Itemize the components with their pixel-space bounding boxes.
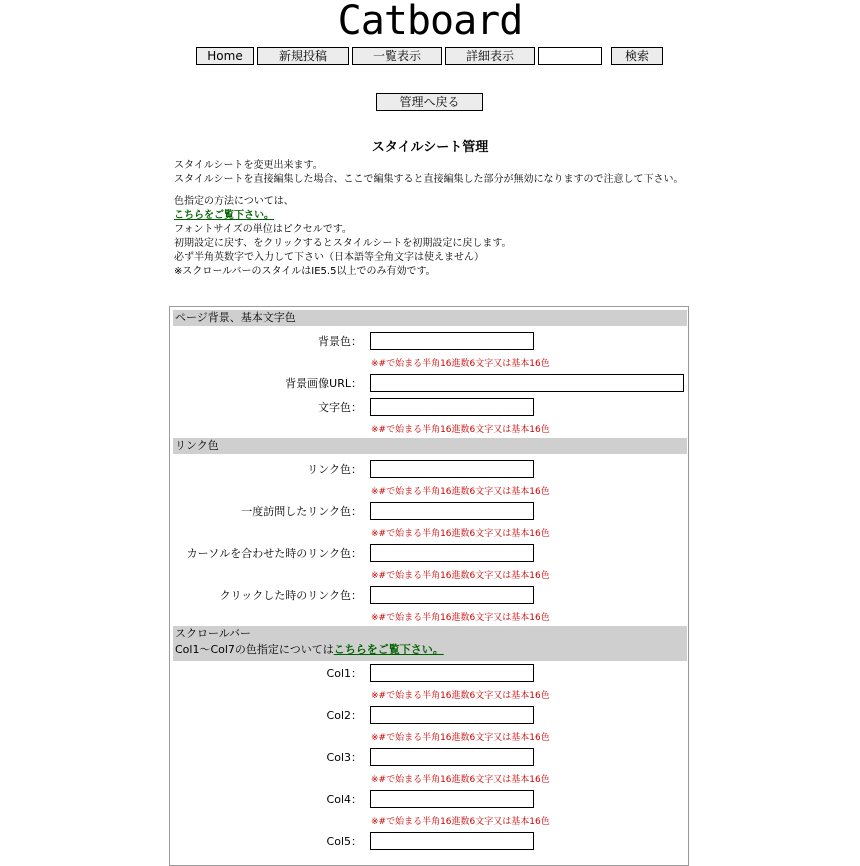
bg-image-url-input[interactable] — [370, 374, 684, 392]
active-link-color-input[interactable] — [370, 586, 534, 604]
field-label: Col2： — [326, 709, 362, 722]
back-to-admin-button[interactable]: 管理へ戻る — [376, 93, 483, 111]
col3-input[interactable] — [370, 748, 534, 766]
section-header-page-bg: ページ背景、基本文字色 — [173, 310, 687, 326]
color-help-link[interactable]: こちらをご覧下さい。 — [174, 210, 274, 221]
home-button[interactable]: Home — [196, 47, 254, 65]
field-label: Col5： — [326, 835, 362, 848]
field-note: ※#で始まる半角16進数6文字又は基本16色 — [371, 487, 550, 497]
intro-text — [174, 159, 684, 279]
field-label: クリックした時のリンク色： — [219, 589, 362, 602]
intro-line: スタイルシートを直接編集した場合、ここで編集すると直接編集した部分が無効になりますので注意して下さい。 — [174, 174, 684, 185]
field-note: ※#で始まる半角16進数6文字又は基本16色 — [371, 425, 550, 435]
visited-link-color-input[interactable] — [370, 502, 534, 520]
intro-line: スタイルシートを変更出来ます。 — [174, 160, 323, 171]
hover-link-color-input[interactable] — [370, 544, 534, 562]
field-note: ※#で始まる半角16進数6文字又は基本16色 — [371, 571, 550, 581]
field-label: 背景画像URL： — [285, 377, 362, 390]
section-desc: Col1〜Col7の色指定については — [175, 643, 334, 656]
col2-input[interactable] — [370, 706, 534, 724]
field-label: 一度訪問したリンク色： — [241, 505, 362, 518]
col4-input[interactable] — [370, 790, 534, 808]
link-color-input[interactable] — [370, 460, 534, 478]
field-label: Col1： — [326, 667, 362, 680]
field-label: Col4： — [326, 793, 362, 806]
intro-line: ※スクロールバーのスタイルはIE5.5以上でのみ有効です。 — [174, 266, 436, 277]
field-note: ※#で始まる半角16進数6文字又は基本16色 — [371, 733, 550, 743]
style-form — [169, 306, 689, 866]
search-input[interactable] — [538, 47, 602, 65]
list-view-button[interactable]: 一覧表示 — [352, 47, 442, 65]
field-label: カーソルを合わせた時のリンク色： — [186, 547, 362, 560]
field-note: ※#で始まる半角16進数6文字又は基本16色 — [371, 359, 550, 369]
section-header-link-color: リンク色 — [173, 438, 687, 454]
site-logo: Catboard — [337, 0, 523, 44]
new-post-button[interactable]: 新規投稿 — [257, 47, 349, 65]
top-nav — [196, 47, 663, 65]
intro-line: 初期設定に戻す、をクリックするとスタイルシートを初期設定に戻します。 — [174, 238, 512, 249]
search-button[interactable]: 検索 — [611, 47, 663, 65]
scrollbar-help-link[interactable]: こちらをご覧下さい。 — [333, 643, 444, 656]
section-header-scrollbar — [173, 626, 687, 661]
col5-input[interactable] — [370, 832, 534, 850]
field-note: ※#で始まる半角16進数6文字又は基本16色 — [371, 691, 550, 701]
text-color-input[interactable] — [370, 398, 534, 416]
intro-line: 色指定の方法については、 — [174, 196, 294, 207]
detail-view-button[interactable]: 詳細表示 — [445, 47, 535, 65]
page-title: スタイルシート管理 — [371, 140, 489, 155]
bg-color-input[interactable] — [370, 332, 534, 350]
col1-input[interactable] — [370, 664, 534, 682]
field-label: 背景色： — [318, 335, 362, 348]
field-note: ※#で始まる半角16進数6文字又は基本16色 — [371, 817, 550, 827]
field-label: リンク色： — [307, 463, 362, 476]
section-title: スクロールバー — [175, 627, 252, 640]
field-note: ※#で始まる半角16進数6文字又は基本16色 — [371, 775, 550, 785]
field-note: ※#で始まる半角16進数6文字又は基本16色 — [371, 529, 550, 539]
intro-line: 必ず半角英数字で入力して下さい（日本語等全角文字は使えません） — [174, 252, 484, 263]
field-label: 文字色： — [318, 401, 362, 414]
field-note: ※#で始まる半角16進数6文字又は基本16色 — [371, 613, 550, 623]
intro-line: フォントサイズの単位はピクセルです。 — [174, 224, 352, 235]
field-label: Col3： — [326, 751, 362, 764]
